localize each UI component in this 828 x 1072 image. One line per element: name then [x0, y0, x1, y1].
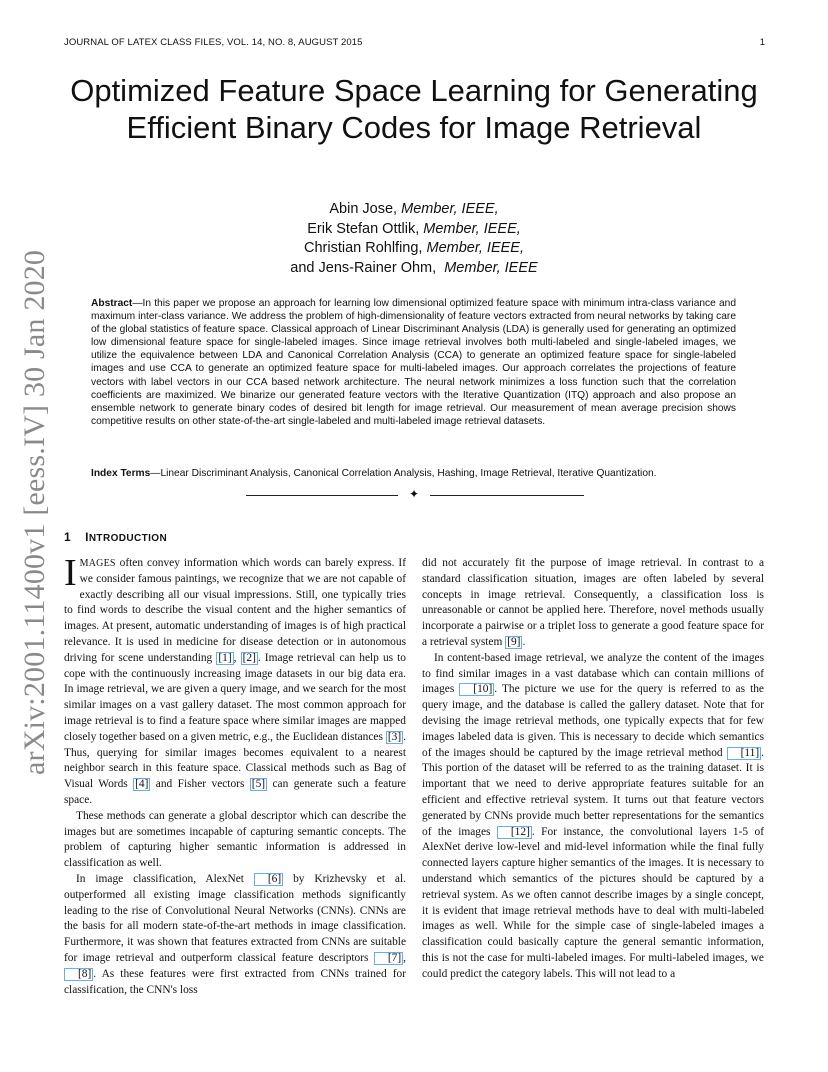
page-number: 1 — [759, 37, 765, 48]
paper-title: Optimized Feature Space Learning for Generating Efficient Binary Codes for Image Retrieval — [70, 73, 758, 145]
text-run: . This portion of the dataset will be referred to as the training dataset. It is important that we need to derive appropriate features suitable for an efficient and effective retrieval system. It turns out that feature vectors generated by CNNs provide much better representations for the semantics of the images — [422, 746, 764, 838]
index-terms-label: Index Terms — [91, 468, 151, 479]
abstract — [91, 297, 736, 428]
section-number: 1 — [64, 530, 72, 544]
section-title-initial: I — [85, 530, 89, 544]
author-name: Erik Stefan Ottlik, — [307, 220, 420, 237]
text-run: . For instance, the convolutional layers 1-5 of AlexNet derive low-level and mid-level information while the final fully connected layers capture higher semantics of the images. It is necessary to understand which semantics of the pictures should be captured by a retrieval system. As we often cannot describe images by a single concept, it is evident that image retrieval methods have to deal with multi-labeled images as well. While for the simple case of single-labeled images a classification could basically capture the general semantic information, this is not the case for multi-labeled images. For multi-labeled images, we could predict the category labels. This will not lead to a — [422, 825, 764, 980]
text-run: . The picture we use for the query is referred to as the query image, and the database is called the gallery dataset. Note that for devising the image retrieval methods, one typically expects that for few images labeled data is given. This is necessary to decide which semantics of the images should be captured by the image retrieval method — [422, 683, 764, 759]
paragraph — [64, 552, 407, 809]
separator-diamond-icon: ✦ — [409, 487, 420, 501]
text-run: In content-based image retrieval, we analyze the content of the images to find similar images in a vast database which can contain millions of images — [422, 651, 764, 696]
author-affiliation: Member, IEEE, — [426, 240, 525, 256]
author-affiliation: Member, IEEE, — [423, 220, 521, 237]
abstract-label: Abstract — [91, 298, 133, 309]
running-header: JOURNAL OF LATEX CLASS FILES, VOL. 14, NO. 8, AUGUST 2015 — [64, 37, 363, 48]
text-run: . As these features were first extracted from CNNs trained for classification, the CNN's loss — [64, 967, 406, 996]
text-run: did not accurately fit the purpose of image retrieval. In contrast to a standard classification situation, images are often labeled by several concepts in image retrieval. Consequently, a classification loss is unreasonable or cannot be applied here. Therefore, novel methods usually incorporate a pairwise or a triplet loss to generate a good feature space for a retrieval system — [422, 557, 764, 648]
text-run: . Thus, querying for similar images becomes equivalent to a nearest neighbor search in this feature space. Classical methods such as Bag of Visual Words — [64, 730, 406, 791]
text-run: can generate such a feature space. — [64, 778, 406, 806]
citation-link[interactable]: [5] — [251, 778, 266, 791]
paragraph — [422, 556, 764, 651]
paragraph: These methods can generate a global descriptor which can describe the images but are sometimes incapable of capturing semantic concepts. The problem of capturing higher semantic information is addressed in classification as well. — [64, 809, 406, 870]
citation-link[interactable]: [1] — [218, 651, 232, 664]
text-run: and Fisher vectors — [150, 778, 250, 791]
citation-link[interactable]: [9] — [507, 635, 521, 648]
citation-link[interactable]: [2] — [242, 651, 256, 664]
separator-line-right — [430, 495, 584, 496]
author-line — [200, 200, 628, 220]
lead-word: MAGES — [79, 558, 116, 569]
citation-link[interactable]: [8] — [64, 968, 93, 981]
section-heading — [64, 530, 167, 544]
citation-link[interactable]: [10] — [459, 683, 494, 696]
text-run: In image classification, AlexNet — [76, 872, 254, 885]
citation-link[interactable]: [12] — [497, 826, 532, 839]
citation-link[interactable]: [6] — [254, 873, 283, 886]
paragraph — [64, 872, 406, 998]
author-line — [200, 220, 628, 240]
paragraph — [422, 651, 764, 983]
author-affiliation: Member, IEEE — [444, 259, 538, 276]
abstract-text: —In this paper we propose an approach for learning low dimensional optimized feature space with minimum intra-class variance and maximum inter-class variance. We address the problem of high-dimensionality of feature vectors extracted from neural networks by taking care of the global statistics of feature space. Classical approach of Linear Discriminant Analysis (LDA) is generally used for generating an optimized low dimensional feature space for single-labeled images. Since image retrieval involves both multi-labeled and single-labeled images, we utilize the equivalence between LDA and Canonical Correlation Analysis (CCA) to generate an optimized feature space for single-labeled images and use CCA to generate an optimized feature space for multi-labeled images. Our approach correlates the projections of feature vectors with label vectors in our CCA based network architecture. The neural network minimizes a loss function such that the correlation coefficients are maximized. We binarize our generated feature vectors with the Iterative Quantization (ITQ) approach and also propose an ensemble network to generate binary codes of desired bit length for image retrieval. Our measurement of mean average precision shows competitive results on other state-of-the-art single-labeled and multi-labeled image retrieval datasets. — [91, 298, 736, 427]
text-run: , — [233, 651, 241, 664]
text-run: often convey information which words can barely express. If we consider famous paintings, we recognize that we are not capable of exactly describing all our visual impressions. Still, one typically tries to find words to describe the visual content and the higher semantics of images. At present, automatic understanding of images is of high practical relevance. It is used in medicine for disease detection or in autonomous driving for scene understanding — [64, 557, 406, 664]
text-run: , — [403, 951, 406, 964]
text-run: . Image retrieval can help us to cope with the continuously increasing image datasets in our big data era. In image retrieval, we are given a query image, and we search for the most similar images on a vast gallery dataset. The most common approach for image retrieval is to find a feature space where similar images are mapped closely together based on a given metric, e.g., the Euclidean distances — [64, 651, 407, 743]
section-title-rest: NTRODUCTION — [88, 533, 168, 544]
author-line — [200, 259, 628, 279]
author-name: Christian Rohlfing, — [303, 240, 423, 256]
citation-link[interactable]: [3] — [387, 730, 402, 743]
left-column — [64, 552, 407, 998]
citation-link[interactable]: [7] — [374, 952, 403, 965]
author-name: Abin Jose, — [329, 201, 398, 217]
section-separator — [246, 487, 584, 501]
text-run: by Krizhevsky et al. outperformed all existing image classification methods significantly leading to the rise of Convolutional Neural Networks (CNNs). CNNs are the basis for all modern state-of-the-art methods in image classification. Furthermore, it was shown that features extracted from CNNs are suitable for image retrieval and outperform classical feature descriptors — [64, 872, 406, 964]
author-affiliation: Member, IEEE, — [401, 201, 499, 217]
author-name: and Jens-Rainer Ohm, — [290, 259, 437, 276]
citation-link[interactable]: [11] — [727, 747, 762, 760]
separator-line-left — [246, 495, 398, 496]
index-terms — [91, 467, 736, 480]
index-terms-text: —Linear Discriminant Analysis, Canonical Correlation Analysis, Hashing, Image Retrieval, Iterative Quantization. — [150, 468, 657, 479]
author-list — [200, 200, 628, 278]
dropcap: I — [64, 552, 77, 594]
text-run: . — [522, 635, 526, 648]
citation-link[interactable]: [4] — [135, 778, 149, 791]
arxiv-stamp: arXiv:2001.11400v1 [eess.IV] 30 Jan 2020 — [18, 249, 51, 775]
right-column — [422, 556, 764, 983]
author-line — [200, 239, 628, 259]
